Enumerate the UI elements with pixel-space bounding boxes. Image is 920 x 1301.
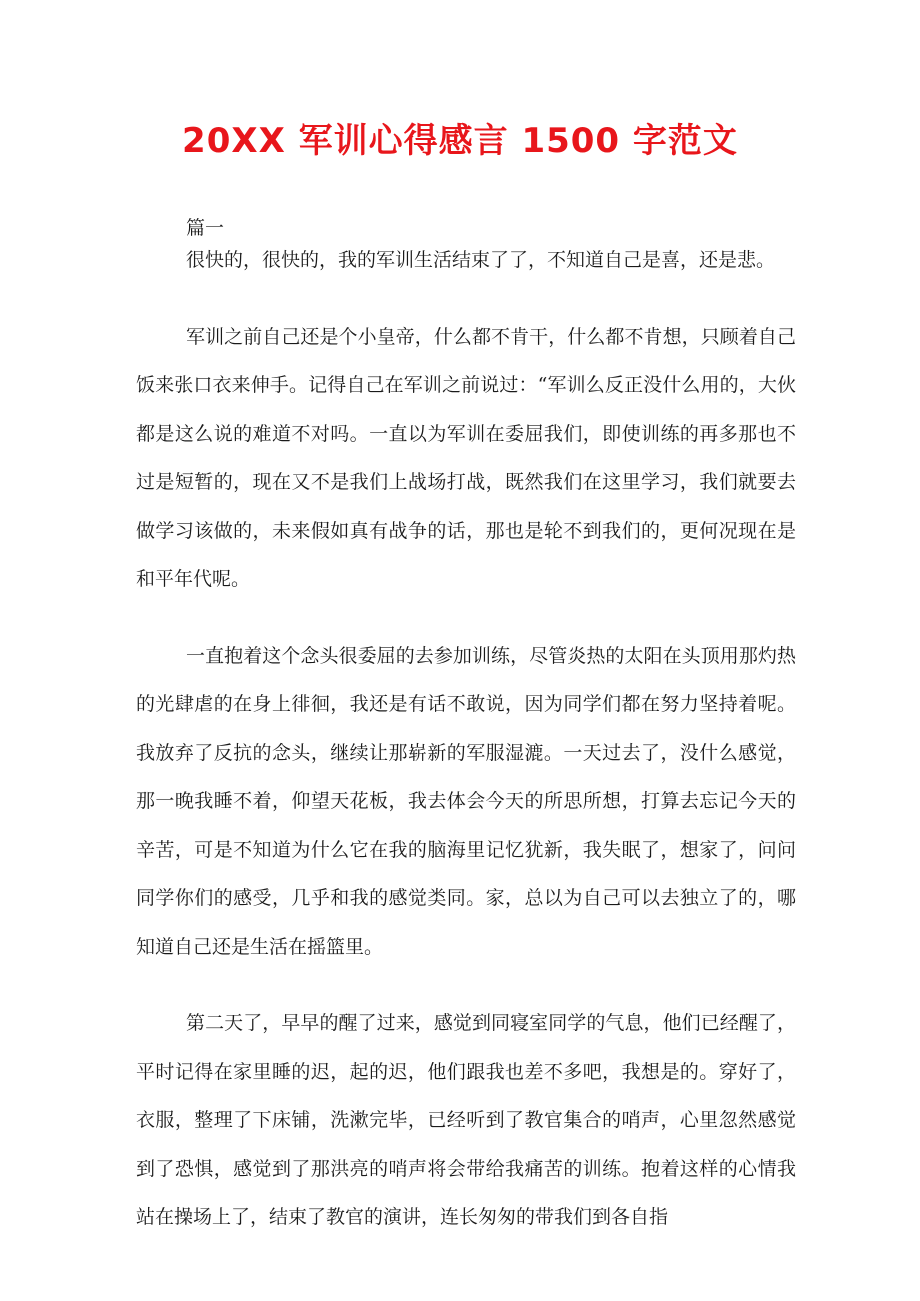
paragraph: 军训之前自己还是个小皇帝，什么都不肯干，什么都不肯想，只顾着自己饭来张口衣来伸手。记得自己在军训之前说过：“军训么反正没什么用的，大伙都是这么说的难道不对吗。一直以为军训在委屈我们，即使训练的再多那也不过是短暂的，现在又不是我们上战场打战，既然我们在这里学习，我们就要去做学习该做的，未来假如真有战争的话，那也是轮不到我们的，更何况现在是和平年代呢。 xyxy=(136,325,796,590)
section-heading: 篇一 xyxy=(186,217,225,239)
document-title: 20XX 军训心得感言 1500 字范文 xyxy=(182,121,738,161)
paragraph: 一直抱着这个念头很委屈的去参加训练，尽管炎热的太阳在头顶用那灼热的光肆虐的在身上徘徊，我还是有话不敢说，因为同学们都在努力坚持着呢。我放弃了反抗的念头，继续让那崭新的军服湿漉。一天过去了，没什么感觉，那一晚我睡不着，仰望天花板，我去体会今天的所思所想，打算去忘记今天的辛苦，可是不知道为什么它在我的脑海里记忆犹新，我失眠了，想家了，问问同学你们的感受，几乎和我的感觉类同。家，总以为自己可以去独立了的，哪知道自己还是生活在摇篮里。 xyxy=(136,644,796,958)
paragraph: 很快的，很快的，我的军训生活结束了了，不知道自己是喜，还是悲。 xyxy=(186,249,776,271)
body-text xyxy=(136,236,796,1270)
paragraph: 第二天了，早早的醒了过来，感觉到同寝室同学的气息，他们已经醒了，平时记得在家里睡的迟，起的迟，他们跟我也差不多吧，我想是的。穿好了，衣服，整理了下床铺，洗漱完毕，已经听到了教官集合的哨声，心里忽然感觉到了恐惧，感觉到了那洪亮的哨声将会带给我痛苦的训练。抱着这样的心情我站在操场上了，结束了教官的演讲，连长匆匆的带我们到各自指 xyxy=(136,1012,796,1228)
